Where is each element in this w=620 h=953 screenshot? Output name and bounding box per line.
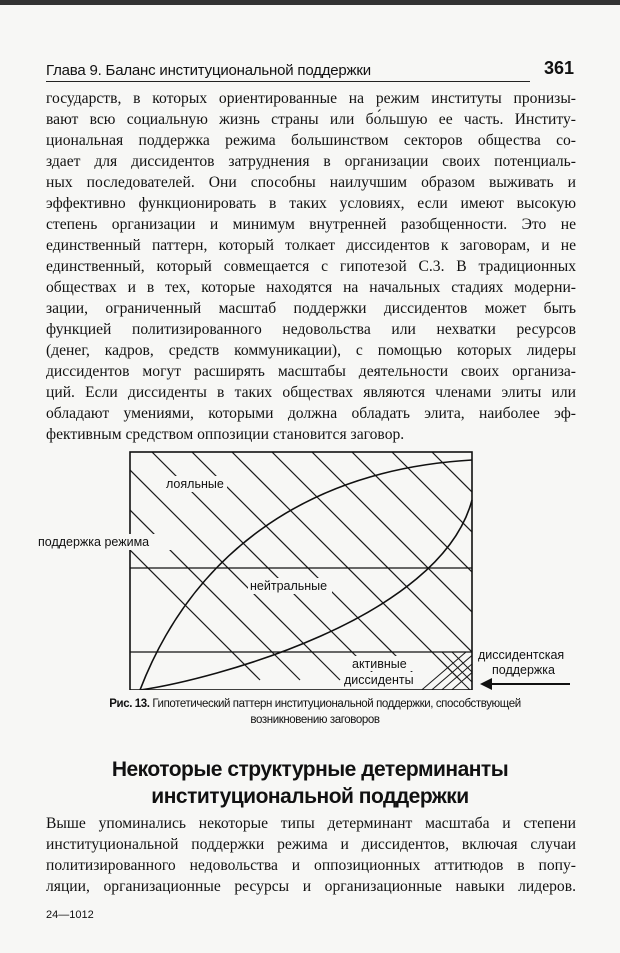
text-line: диссидентов могут расширять масштабы деятельности своих организа-: [46, 363, 576, 380]
figure-caption: [80, 696, 550, 728]
arrow-left-icon: [480, 678, 570, 690]
text-line: ляции, организационные ресурсы и организационные навыки лидеров.: [46, 878, 576, 895]
section-paragraph: [46, 813, 576, 897]
neutral-label: нейтральные: [250, 579, 328, 593]
lower-curve: [140, 500, 472, 690]
text-line: обществах и в тех, которые находятся на начальных стадиях модерни-: [46, 279, 576, 296]
text-line: фективным средством оппозиции становится заговор.: [46, 426, 405, 443]
support-pattern-diagram: [0, 440, 620, 690]
heading-line-2: институциональной поддержки: [151, 785, 469, 808]
printer-signature: 24—1012: [46, 909, 94, 921]
text-line: Выше упоминались некоторые типы детерминант масштаба и степени: [46, 815, 576, 832]
body-paragraph: [46, 88, 576, 445]
top-border: [0, 0, 620, 5]
section-heading: [40, 756, 580, 810]
text-line: функцией политизированного недовольства или нехватки ресурсов: [46, 321, 576, 338]
running-header: Глава 9. Баланс институциональной поддержки: [46, 62, 371, 79]
text-line: вают всю социальную жизнь страны или бо́льшую ее часть. Институ-: [46, 111, 576, 128]
caption-prefix: Рис. 13.: [109, 698, 150, 710]
header-rule: [46, 81, 530, 82]
text-line: (денег, кадров, средств коммуникации), с помощью которых лидеры: [46, 342, 576, 359]
text-line: обладают умениями, которыми должна обладать элита, наиболее эф-: [46, 405, 576, 422]
text-line: единственный паттерн, который толкает диссидентов к заговорам, и не: [46, 237, 576, 254]
text-line: эффективно функционировать в таких условиях, если имеют высокую: [46, 195, 576, 212]
regime-support-label: поддержка режима: [38, 535, 150, 549]
text-line: политизированного недовольства и оппозиционных аттитюдов в попу-: [46, 857, 576, 874]
dissidents-label: диссиденты: [344, 673, 414, 687]
heading-line-1: Некоторые структурные детерминанты: [111, 758, 509, 781]
text-line: государств, в которых ориентированные на режим институты пронизы-: [46, 90, 576, 107]
text-line: ций. Если диссиденты в таких обществах являются членами элиты или: [46, 384, 576, 401]
text-line: циональная поддержка режима большинством секторов общества со-: [46, 132, 576, 149]
page-number: 361: [544, 58, 575, 78]
dissident-support-label-2: поддержка: [492, 663, 555, 677]
text-line: ных последователей. Они способны наилучшим образом выживать и: [46, 174, 576, 191]
hatch-lines: [10, 440, 620, 680]
text-line: зации, ограниченный масштаб поддержки диссидентов может быть: [46, 300, 576, 317]
loyal-label: лояльные: [166, 477, 224, 491]
text-line: степень организации и минимум внутренней разобщенности. Это не: [46, 216, 576, 233]
text-line: единственный, который совмещается с гипотезой С.3. В традиционных: [46, 258, 576, 275]
dissident-support-label-1: диссидентская: [478, 648, 565, 662]
caption-line-1: Гипотетический паттерн институциональной поддержки, способствующей: [152, 698, 521, 710]
active-label: активные: [352, 657, 407, 671]
text-line: институциональной поддержки режима и диссидентов, включая случаи: [46, 836, 576, 853]
text-line: здает для диссидентов затруднения в организации своих потенциаль-: [46, 153, 576, 170]
caption-line-2: возникновению заговоров: [250, 714, 380, 726]
